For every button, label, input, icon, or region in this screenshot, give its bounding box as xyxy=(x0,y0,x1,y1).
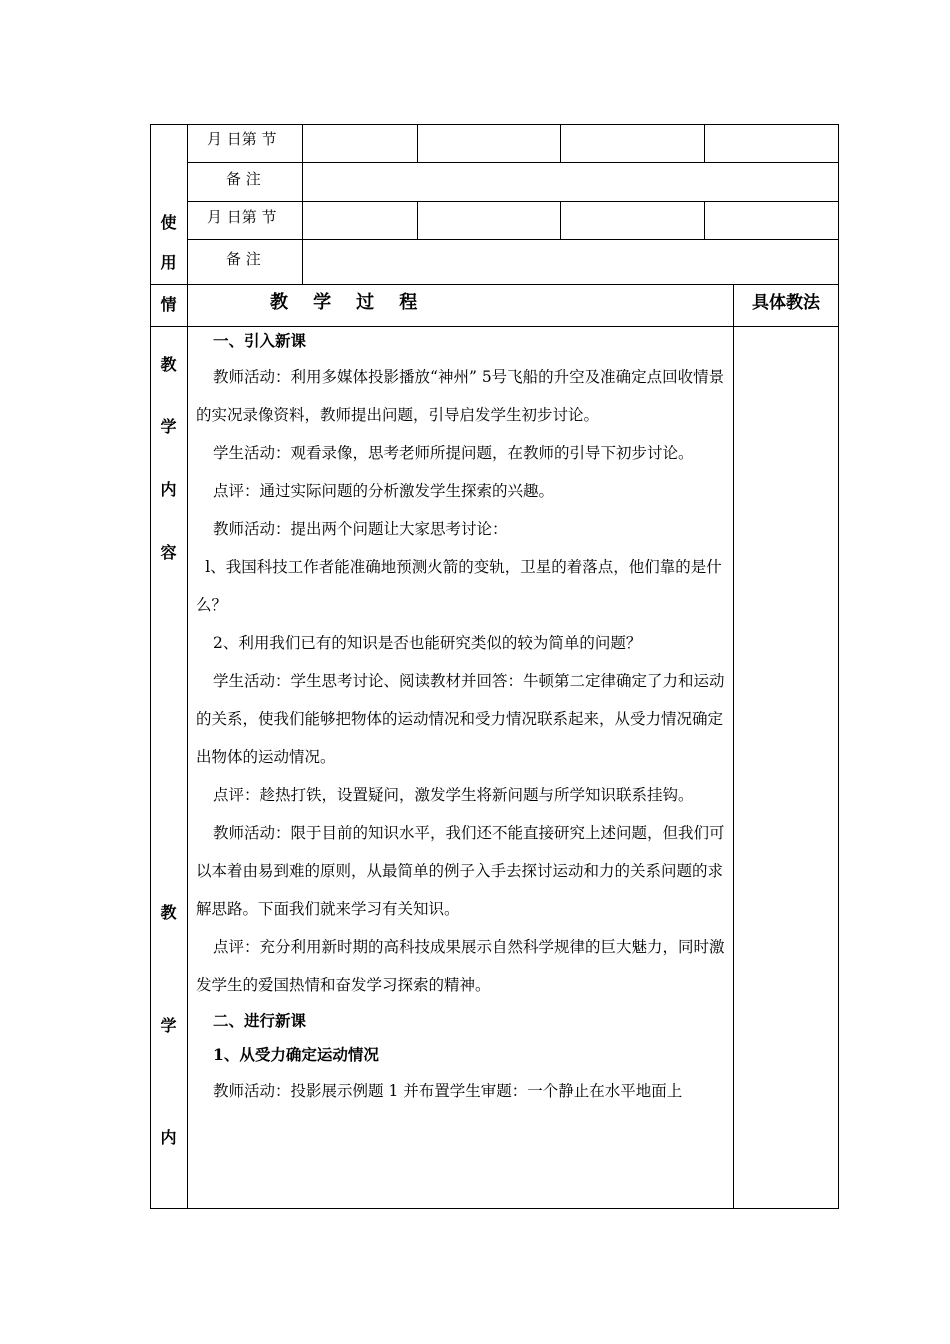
column-divider xyxy=(560,124,561,163)
column-divider xyxy=(733,284,734,1209)
paragraph: 学生活动：观看录像，思考老师所提问题，在教师的引导下初步讨论。 xyxy=(213,444,694,462)
side-label: 学 xyxy=(160,1016,177,1035)
paragraph: l、我国科技工作者能准确地预测火箭的变轨，卫星的着落点，他们靠的是什么？ xyxy=(196,558,722,614)
process-title: 教 学 过 程 xyxy=(270,292,418,313)
subsection-title: 1、从受力确定运动情况 xyxy=(213,1045,379,1064)
paragraph: 教师活动：提出两个问题让大家思考讨论： xyxy=(213,520,508,538)
date-label: 月 日第 节 xyxy=(207,130,277,148)
paragraph: 教师活动：利用多媒体投影播放“神州” 5号飞船的升空及准确定点回收情景的实况录像资料，教师提出问题，引导启发学生初步讨论。 xyxy=(196,368,725,424)
side-label: 用 xyxy=(160,253,177,272)
table-border-left xyxy=(150,124,151,1209)
column-divider xyxy=(704,124,705,163)
row-divider xyxy=(187,162,839,163)
column-divider xyxy=(187,124,188,1209)
column-divider xyxy=(417,201,418,240)
side-label: 使 xyxy=(160,213,177,232)
row-divider xyxy=(187,239,839,240)
side-label: 学 xyxy=(160,417,177,436)
row-divider xyxy=(150,284,839,285)
paragraph: 学生活动：学生思考讨论、阅读教材并回答：牛顿第二定律确定了力和运动的关系，使我们能够把物体的运动情况和受力情况联系起来，从受力情况确定出物体的运动情况。 xyxy=(196,672,725,766)
section-title: 一、引入新课 xyxy=(213,331,307,350)
table-border-right xyxy=(838,124,839,1209)
section-title: 二、进行新课 xyxy=(213,1011,307,1030)
column-divider xyxy=(560,201,561,240)
column-divider xyxy=(704,201,705,240)
method-title: 具体教法 xyxy=(752,293,820,313)
side-label: 内 xyxy=(160,1128,177,1147)
remark-label: 备 注 xyxy=(226,250,261,268)
paragraph: 点评：通过实际问题的分析激发学生探索的兴趣。 xyxy=(213,482,555,500)
paragraph: 点评：趁热打铁，设置疑问，激发学生将新问题与所学知识联系挂钩。 xyxy=(213,786,694,804)
column-divider xyxy=(417,124,418,163)
paragraph: 教师活动：限于目前的知识水平，我们还不能直接研究上述问题，但我们可以本着由易到难的原则，从最简单的例子入手去探讨运动和力的关系问题的求解思路。下面我们就来学习有关知识。 xyxy=(196,824,725,918)
side-label: 内 xyxy=(160,480,177,499)
column-divider xyxy=(302,124,303,285)
row-divider xyxy=(187,201,839,202)
paragraph: 2、利用我们已有的知识是否也能研究类似的较为简单的问题？ xyxy=(213,634,642,652)
date-label: 月 日第 节 xyxy=(207,208,277,226)
side-label: 情 xyxy=(160,295,177,314)
remark-label: 备 注 xyxy=(226,170,261,188)
table-border-bottom xyxy=(150,1208,839,1209)
side-label: 容 xyxy=(160,543,177,562)
paragraph: 教师活动：投影展示例题 1 并布置学生审题：一个静止在水平地面上 xyxy=(213,1082,683,1100)
side-label: 教 xyxy=(160,355,177,374)
lesson-content xyxy=(196,324,726,1110)
paragraph: 点评：充分利用新时期的高科技成果展示自然科学规律的巨大魅力，同时激发学生的爱国热情和奋发学习探索的精神。 xyxy=(196,938,725,994)
side-label: 教 xyxy=(160,903,177,922)
table-border-top xyxy=(150,124,839,125)
